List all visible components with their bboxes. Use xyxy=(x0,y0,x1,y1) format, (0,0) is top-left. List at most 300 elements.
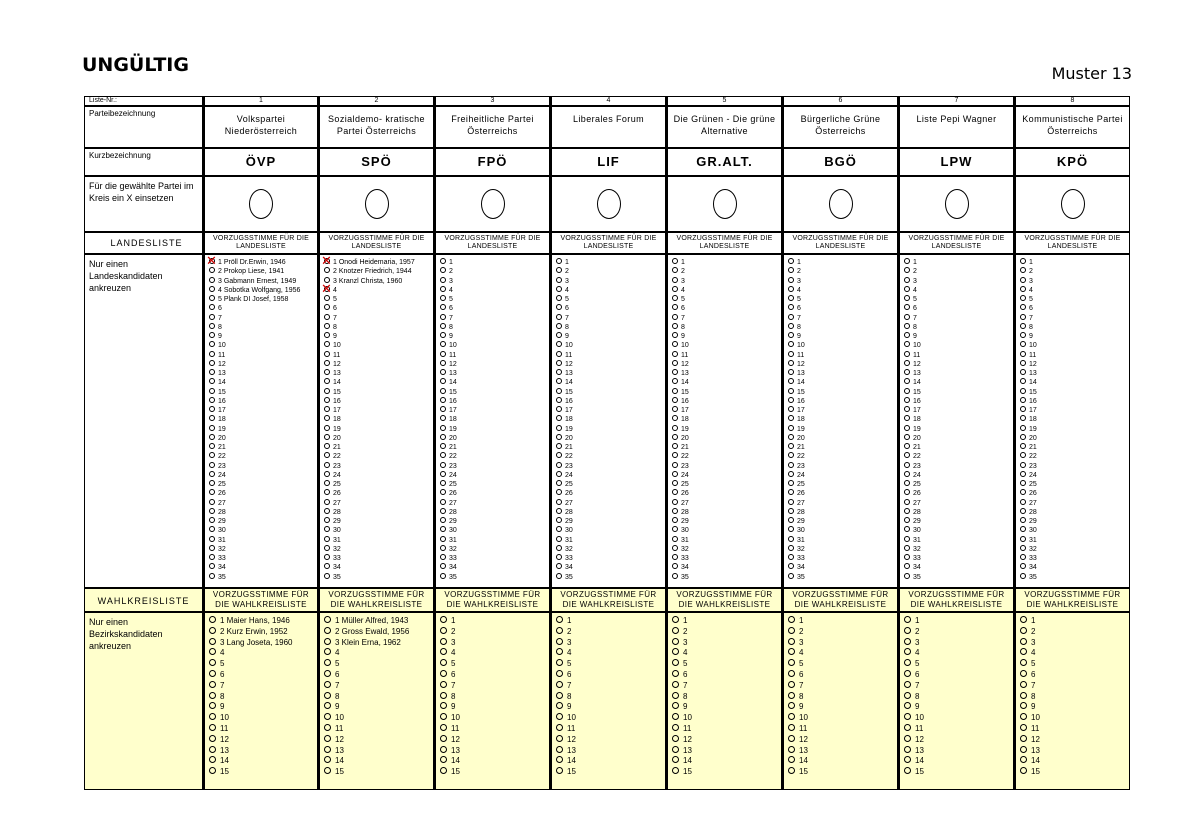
land-candidate-option[interactable] xyxy=(904,489,921,498)
land-candidate-option[interactable] xyxy=(672,462,689,471)
land-candidate-option[interactable] xyxy=(1020,554,1037,563)
land-candidate-option[interactable] xyxy=(440,434,457,443)
district-candidate-option[interactable] xyxy=(788,724,808,735)
land-candidate-option[interactable] xyxy=(324,277,415,286)
land-candidate-option[interactable] xyxy=(788,573,805,582)
land-candidate-option[interactable] xyxy=(324,480,415,489)
district-candidate-option[interactable] xyxy=(788,627,808,638)
land-candidate-option[interactable] xyxy=(672,554,689,563)
land-candidate-option[interactable] xyxy=(904,499,921,508)
district-candidate-option[interactable] xyxy=(672,724,692,735)
land-candidate-option[interactable] xyxy=(440,267,457,276)
land-candidate-option[interactable] xyxy=(209,406,300,415)
land-candidate-option[interactable] xyxy=(904,341,921,350)
land-candidate-option[interactable] xyxy=(556,563,573,572)
district-candidate-option[interactable] xyxy=(440,627,460,638)
land-candidate-option[interactable] xyxy=(440,573,457,582)
land-candidate-option[interactable] xyxy=(440,508,457,517)
land-candidate-option[interactable] xyxy=(209,295,300,304)
land-candidate-option[interactable] xyxy=(556,378,573,387)
district-candidate-option[interactable] xyxy=(672,713,692,724)
district-candidate-option[interactable] xyxy=(209,627,293,638)
land-candidate-option[interactable] xyxy=(440,388,457,397)
district-candidate-option[interactable] xyxy=(788,681,808,692)
land-candidate-option[interactable] xyxy=(209,378,300,387)
district-candidate-option[interactable] xyxy=(904,638,924,649)
district-candidate-option[interactable] xyxy=(904,659,924,670)
land-candidate-option[interactable] xyxy=(672,415,689,424)
land-candidate-option[interactable] xyxy=(209,508,300,517)
land-candidate-option[interactable] xyxy=(788,314,805,323)
land-candidate-option[interactable] xyxy=(904,517,921,526)
district-candidate-option[interactable] xyxy=(324,670,409,681)
district-candidate-option[interactable] xyxy=(788,659,808,670)
land-candidate-option[interactable] xyxy=(556,341,573,350)
land-candidate-option[interactable] xyxy=(788,295,805,304)
land-candidate-option[interactable] xyxy=(904,332,921,341)
party-5-vote-circle[interactable] xyxy=(713,189,737,219)
land-candidate-option[interactable] xyxy=(1020,425,1037,434)
district-candidate-option[interactable] xyxy=(324,702,409,713)
land-candidate-option[interactable] xyxy=(788,554,805,563)
district-candidate-option[interactable] xyxy=(672,756,692,767)
land-candidate-option[interactable] xyxy=(788,351,805,360)
land-candidate-option[interactable] xyxy=(1020,304,1037,313)
district-candidate-option[interactable] xyxy=(209,746,293,757)
district-candidate-option[interactable] xyxy=(209,659,293,670)
land-candidate-option[interactable] xyxy=(1020,462,1037,471)
district-candidate-option[interactable] xyxy=(788,746,808,757)
district-candidate-option[interactable] xyxy=(556,713,576,724)
land-candidate-option[interactable] xyxy=(556,536,573,545)
land-candidate-option[interactable] xyxy=(904,545,921,554)
land-candidate-option[interactable] xyxy=(1020,360,1037,369)
land-candidate-option[interactable] xyxy=(324,323,415,332)
land-candidate-option[interactable] xyxy=(1020,573,1037,582)
land-candidate-option[interactable] xyxy=(556,499,573,508)
land-candidate-option[interactable] xyxy=(440,304,457,313)
land-candidate-option[interactable] xyxy=(556,489,573,498)
district-candidate-option[interactable] xyxy=(788,670,808,681)
land-candidate-option[interactable] xyxy=(1020,397,1037,406)
land-candidate-option[interactable] xyxy=(788,545,805,554)
land-candidate-option[interactable] xyxy=(1020,406,1037,415)
land-candidate-option[interactable] xyxy=(209,489,300,498)
land-candidate-option[interactable] xyxy=(556,471,573,480)
land-candidate-option[interactable] xyxy=(324,258,415,267)
land-candidate-option[interactable] xyxy=(788,332,805,341)
land-candidate-option[interactable] xyxy=(904,304,921,313)
land-candidate-option[interactable] xyxy=(556,573,573,582)
land-candidate-option[interactable] xyxy=(440,489,457,498)
land-candidate-option[interactable] xyxy=(904,573,921,582)
land-candidate-option[interactable] xyxy=(904,360,921,369)
land-candidate-option[interactable] xyxy=(788,517,805,526)
district-candidate-option[interactable] xyxy=(440,767,460,778)
land-candidate-option[interactable] xyxy=(556,480,573,489)
land-candidate-option[interactable] xyxy=(324,471,415,480)
land-candidate-option[interactable] xyxy=(788,397,805,406)
land-candidate-option[interactable] xyxy=(324,369,415,378)
district-candidate-option[interactable] xyxy=(556,767,576,778)
district-candidate-option[interactable] xyxy=(209,638,293,649)
land-candidate-option[interactable] xyxy=(324,286,415,295)
land-candidate-option[interactable] xyxy=(209,425,300,434)
land-candidate-option[interactable] xyxy=(556,443,573,452)
land-candidate-option[interactable] xyxy=(1020,443,1037,452)
district-candidate-option[interactable] xyxy=(788,638,808,649)
district-candidate-option[interactable] xyxy=(324,746,409,757)
land-candidate-option[interactable] xyxy=(209,480,300,489)
land-candidate-option[interactable] xyxy=(209,351,300,360)
land-candidate-option[interactable] xyxy=(672,332,689,341)
land-candidate-option[interactable] xyxy=(556,526,573,535)
district-candidate-option[interactable] xyxy=(209,670,293,681)
district-candidate-option[interactable] xyxy=(672,692,692,703)
district-candidate-option[interactable] xyxy=(904,616,924,627)
district-candidate-option[interactable] xyxy=(556,670,576,681)
land-candidate-option[interactable] xyxy=(209,360,300,369)
land-candidate-option[interactable] xyxy=(209,563,300,572)
district-candidate-option[interactable] xyxy=(788,616,808,627)
land-candidate-option[interactable] xyxy=(904,314,921,323)
district-candidate-option[interactable] xyxy=(672,746,692,757)
district-candidate-option[interactable] xyxy=(904,724,924,735)
district-candidate-option[interactable] xyxy=(556,735,576,746)
land-candidate-option[interactable] xyxy=(556,554,573,563)
district-candidate-option[interactable] xyxy=(788,735,808,746)
land-candidate-option[interactable] xyxy=(324,267,415,276)
land-candidate-option[interactable] xyxy=(788,526,805,535)
district-candidate-option[interactable] xyxy=(440,713,460,724)
land-candidate-option[interactable] xyxy=(672,304,689,313)
land-candidate-option[interactable] xyxy=(672,563,689,572)
land-candidate-option[interactable] xyxy=(904,563,921,572)
land-candidate-option[interactable] xyxy=(209,369,300,378)
land-candidate-option[interactable] xyxy=(440,415,457,424)
land-candidate-option[interactable] xyxy=(209,388,300,397)
district-candidate-option[interactable] xyxy=(672,681,692,692)
land-candidate-option[interactable] xyxy=(209,536,300,545)
land-candidate-option[interactable] xyxy=(672,295,689,304)
land-candidate-option[interactable] xyxy=(904,415,921,424)
land-candidate-option[interactable] xyxy=(440,526,457,535)
land-candidate-option[interactable] xyxy=(672,545,689,554)
land-candidate-option[interactable] xyxy=(440,277,457,286)
land-candidate-option[interactable] xyxy=(440,286,457,295)
land-candidate-option[interactable] xyxy=(1020,452,1037,461)
land-candidate-option[interactable] xyxy=(556,369,573,378)
party-2-vote-circle[interactable] xyxy=(365,189,389,219)
district-candidate-option[interactable] xyxy=(209,724,293,735)
district-candidate-option[interactable] xyxy=(672,648,692,659)
land-candidate-option[interactable] xyxy=(1020,369,1037,378)
land-candidate-option[interactable] xyxy=(556,360,573,369)
land-candidate-option[interactable] xyxy=(440,517,457,526)
land-candidate-option[interactable] xyxy=(788,480,805,489)
land-candidate-option[interactable] xyxy=(440,295,457,304)
land-candidate-option[interactable] xyxy=(672,508,689,517)
land-candidate-option[interactable] xyxy=(1020,286,1037,295)
district-candidate-option[interactable] xyxy=(440,670,460,681)
land-candidate-option[interactable] xyxy=(1020,517,1037,526)
land-candidate-option[interactable] xyxy=(324,573,415,582)
land-candidate-option[interactable] xyxy=(904,434,921,443)
land-candidate-option[interactable] xyxy=(1020,258,1037,267)
district-candidate-option[interactable] xyxy=(324,735,409,746)
land-candidate-option[interactable] xyxy=(788,378,805,387)
district-candidate-option[interactable] xyxy=(209,702,293,713)
land-candidate-option[interactable] xyxy=(556,388,573,397)
district-candidate-option[interactable] xyxy=(440,724,460,735)
land-candidate-option[interactable] xyxy=(788,258,805,267)
district-candidate-option[interactable] xyxy=(1020,681,1040,692)
land-candidate-option[interactable] xyxy=(556,314,573,323)
district-candidate-option[interactable] xyxy=(672,670,692,681)
district-candidate-option[interactable] xyxy=(1020,616,1040,627)
land-candidate-option[interactable] xyxy=(788,452,805,461)
land-candidate-option[interactable] xyxy=(440,563,457,572)
land-candidate-option[interactable] xyxy=(324,397,415,406)
land-candidate-option[interactable] xyxy=(672,573,689,582)
land-candidate-option[interactable] xyxy=(672,286,689,295)
district-candidate-option[interactable] xyxy=(209,767,293,778)
district-candidate-option[interactable] xyxy=(556,616,576,627)
district-candidate-option[interactable] xyxy=(209,735,293,746)
land-candidate-option[interactable] xyxy=(209,258,300,267)
district-candidate-option[interactable] xyxy=(324,616,409,627)
land-candidate-option[interactable] xyxy=(1020,489,1037,498)
land-candidate-option[interactable] xyxy=(440,378,457,387)
district-candidate-option[interactable] xyxy=(324,713,409,724)
district-candidate-option[interactable] xyxy=(556,638,576,649)
land-candidate-option[interactable] xyxy=(788,462,805,471)
district-candidate-option[interactable] xyxy=(324,724,409,735)
land-candidate-option[interactable] xyxy=(788,267,805,276)
land-candidate-option[interactable] xyxy=(556,258,573,267)
land-candidate-option[interactable] xyxy=(209,341,300,350)
land-candidate-option[interactable] xyxy=(556,323,573,332)
land-candidate-option[interactable] xyxy=(556,508,573,517)
land-candidate-option[interactable] xyxy=(788,443,805,452)
land-candidate-option[interactable] xyxy=(672,425,689,434)
land-candidate-option[interactable] xyxy=(672,471,689,480)
land-candidate-option[interactable] xyxy=(209,434,300,443)
district-candidate-option[interactable] xyxy=(556,692,576,703)
land-candidate-option[interactable] xyxy=(904,323,921,332)
land-candidate-option[interactable] xyxy=(1020,499,1037,508)
district-candidate-option[interactable] xyxy=(440,681,460,692)
land-candidate-option[interactable] xyxy=(1020,415,1037,424)
land-candidate-option[interactable] xyxy=(904,526,921,535)
land-candidate-option[interactable] xyxy=(904,471,921,480)
land-candidate-option[interactable] xyxy=(209,397,300,406)
land-candidate-option[interactable] xyxy=(672,378,689,387)
land-candidate-option[interactable] xyxy=(1020,545,1037,554)
party-6-vote-circle[interactable] xyxy=(829,189,853,219)
land-candidate-option[interactable] xyxy=(556,295,573,304)
district-candidate-option[interactable] xyxy=(324,638,409,649)
district-candidate-option[interactable] xyxy=(788,756,808,767)
land-candidate-option[interactable] xyxy=(324,332,415,341)
land-candidate-option[interactable] xyxy=(1020,471,1037,480)
district-candidate-option[interactable] xyxy=(1020,767,1040,778)
land-candidate-option[interactable] xyxy=(904,277,921,286)
land-candidate-option[interactable] xyxy=(1020,388,1037,397)
land-candidate-option[interactable] xyxy=(788,415,805,424)
land-candidate-option[interactable] xyxy=(556,452,573,461)
land-candidate-option[interactable] xyxy=(1020,267,1037,276)
district-candidate-option[interactable] xyxy=(672,735,692,746)
land-candidate-option[interactable] xyxy=(904,286,921,295)
land-candidate-option[interactable] xyxy=(209,499,300,508)
land-candidate-option[interactable] xyxy=(324,499,415,508)
land-candidate-option[interactable] xyxy=(209,452,300,461)
land-candidate-option[interactable] xyxy=(440,554,457,563)
district-candidate-option[interactable] xyxy=(672,659,692,670)
district-candidate-option[interactable] xyxy=(556,648,576,659)
district-candidate-option[interactable] xyxy=(324,756,409,767)
district-candidate-option[interactable] xyxy=(904,681,924,692)
land-candidate-option[interactable] xyxy=(672,277,689,286)
land-candidate-option[interactable] xyxy=(672,536,689,545)
land-candidate-option[interactable] xyxy=(904,267,921,276)
land-candidate-option[interactable] xyxy=(324,554,415,563)
land-candidate-option[interactable] xyxy=(324,434,415,443)
land-candidate-option[interactable] xyxy=(556,304,573,313)
district-candidate-option[interactable] xyxy=(904,756,924,767)
district-candidate-option[interactable] xyxy=(1020,756,1040,767)
land-candidate-option[interactable] xyxy=(556,545,573,554)
land-candidate-option[interactable] xyxy=(672,341,689,350)
land-candidate-option[interactable] xyxy=(440,545,457,554)
land-candidate-option[interactable] xyxy=(324,508,415,517)
land-candidate-option[interactable] xyxy=(440,360,457,369)
land-candidate-option[interactable] xyxy=(788,434,805,443)
party-8-vote-circle[interactable] xyxy=(1061,189,1085,219)
land-candidate-option[interactable] xyxy=(672,388,689,397)
land-candidate-option[interactable] xyxy=(209,573,300,582)
land-candidate-option[interactable] xyxy=(788,425,805,434)
land-candidate-option[interactable] xyxy=(440,397,457,406)
land-candidate-option[interactable] xyxy=(904,397,921,406)
land-candidate-option[interactable] xyxy=(209,267,300,276)
land-candidate-option[interactable] xyxy=(440,258,457,267)
land-candidate-option[interactable] xyxy=(672,351,689,360)
district-candidate-option[interactable] xyxy=(672,627,692,638)
land-candidate-option[interactable] xyxy=(1020,323,1037,332)
land-candidate-option[interactable] xyxy=(324,295,415,304)
district-candidate-option[interactable] xyxy=(1020,648,1040,659)
land-candidate-option[interactable] xyxy=(324,314,415,323)
land-candidate-option[interactable] xyxy=(209,277,300,286)
land-candidate-option[interactable] xyxy=(440,443,457,452)
district-candidate-option[interactable] xyxy=(209,756,293,767)
district-candidate-option[interactable] xyxy=(324,692,409,703)
land-candidate-option[interactable] xyxy=(324,462,415,471)
district-candidate-option[interactable] xyxy=(1020,735,1040,746)
district-candidate-option[interactable] xyxy=(324,648,409,659)
land-candidate-option[interactable] xyxy=(209,415,300,424)
land-candidate-option[interactable] xyxy=(788,360,805,369)
land-candidate-option[interactable] xyxy=(672,397,689,406)
district-candidate-option[interactable] xyxy=(209,681,293,692)
land-candidate-option[interactable] xyxy=(324,517,415,526)
land-candidate-option[interactable] xyxy=(672,489,689,498)
district-candidate-option[interactable] xyxy=(1020,659,1040,670)
land-candidate-option[interactable] xyxy=(1020,314,1037,323)
district-candidate-option[interactable] xyxy=(788,713,808,724)
land-candidate-option[interactable] xyxy=(324,360,415,369)
district-candidate-option[interactable] xyxy=(1020,713,1040,724)
land-candidate-option[interactable] xyxy=(672,369,689,378)
district-candidate-option[interactable] xyxy=(904,735,924,746)
land-candidate-option[interactable] xyxy=(324,452,415,461)
land-candidate-option[interactable] xyxy=(324,443,415,452)
land-candidate-option[interactable] xyxy=(672,526,689,535)
district-candidate-option[interactable] xyxy=(1020,638,1040,649)
land-candidate-option[interactable] xyxy=(788,499,805,508)
land-candidate-option[interactable] xyxy=(440,452,457,461)
land-candidate-option[interactable] xyxy=(209,517,300,526)
district-candidate-option[interactable] xyxy=(556,627,576,638)
land-candidate-option[interactable] xyxy=(904,536,921,545)
land-candidate-option[interactable] xyxy=(324,536,415,545)
land-candidate-option[interactable] xyxy=(440,406,457,415)
district-candidate-option[interactable] xyxy=(904,713,924,724)
district-candidate-option[interactable] xyxy=(904,648,924,659)
party-4-vote-circle[interactable] xyxy=(597,189,621,219)
land-candidate-option[interactable] xyxy=(324,406,415,415)
district-candidate-option[interactable] xyxy=(324,659,409,670)
land-candidate-option[interactable] xyxy=(788,406,805,415)
land-candidate-option[interactable] xyxy=(209,314,300,323)
land-candidate-option[interactable] xyxy=(672,452,689,461)
district-candidate-option[interactable] xyxy=(440,735,460,746)
district-candidate-option[interactable] xyxy=(556,702,576,713)
district-candidate-option[interactable] xyxy=(324,767,409,778)
land-candidate-option[interactable] xyxy=(672,406,689,415)
district-candidate-option[interactable] xyxy=(1020,702,1040,713)
land-candidate-option[interactable] xyxy=(788,489,805,498)
land-candidate-option[interactable] xyxy=(324,563,415,572)
party-7-vote-circle[interactable] xyxy=(945,189,969,219)
district-candidate-option[interactable] xyxy=(1020,627,1040,638)
land-candidate-option[interactable] xyxy=(1020,563,1037,572)
party-3-vote-circle[interactable] xyxy=(481,189,505,219)
district-candidate-option[interactable] xyxy=(209,648,293,659)
land-candidate-option[interactable] xyxy=(324,425,415,434)
land-candidate-option[interactable] xyxy=(904,554,921,563)
land-candidate-option[interactable] xyxy=(788,277,805,286)
land-candidate-option[interactable] xyxy=(1020,351,1037,360)
district-candidate-option[interactable] xyxy=(672,767,692,778)
land-candidate-option[interactable] xyxy=(556,425,573,434)
land-candidate-option[interactable] xyxy=(672,258,689,267)
district-candidate-option[interactable] xyxy=(904,670,924,681)
district-candidate-option[interactable] xyxy=(1020,670,1040,681)
land-candidate-option[interactable] xyxy=(788,304,805,313)
district-candidate-option[interactable] xyxy=(209,713,293,724)
land-candidate-option[interactable] xyxy=(1020,295,1037,304)
land-candidate-option[interactable] xyxy=(324,378,415,387)
land-candidate-option[interactable] xyxy=(324,351,415,360)
land-candidate-option[interactable] xyxy=(788,323,805,332)
land-candidate-option[interactable] xyxy=(672,360,689,369)
land-candidate-option[interactable] xyxy=(672,323,689,332)
land-candidate-option[interactable] xyxy=(904,388,921,397)
district-candidate-option[interactable] xyxy=(440,746,460,757)
